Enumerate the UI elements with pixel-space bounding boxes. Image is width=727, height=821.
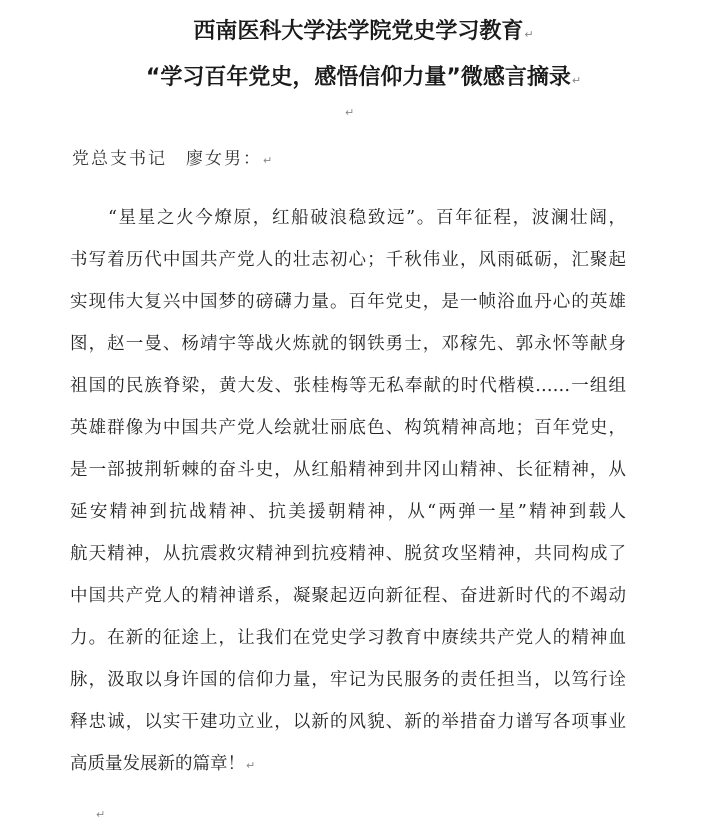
body-line-13: 释忠诚，以实干建功立业，以新的风貌、新的举措奋力谱写各项事业	[70, 712, 626, 732]
paragraph-mark-icon: ↵	[571, 74, 582, 87]
body-line-14	[70, 752, 626, 778]
title-line-1-text: 西南医科大学法学院党史学习教育	[193, 19, 524, 44]
author-line	[72, 144, 274, 169]
body-line-12: 脉，汲取以身许国的信仰力量，牢记为民服务的责任担当，以笃行诠	[70, 670, 626, 690]
bottom-paragraph-mark-icon: ↵	[96, 808, 106, 821]
body-line-9: 航天精神，从抗震救灾精神到抗疫精神、脱贫攻坚精神，共同构成了	[70, 544, 626, 564]
body-line-11: 力。在新的征途上，让我们在党史学习教育中赓续共产党人的精神血	[70, 628, 626, 648]
body-line-10: 中国共产党人的精神谱系，凝聚起迈向新征程、奋进新时代的不竭动	[70, 586, 626, 606]
title-line-2-text: “学习百年党史，感悟信仰力量”微感言摘录	[145, 65, 571, 90]
empty-paragraph-mark-icon: ↵	[345, 106, 355, 119]
body-line-1: “星星之火今燎原，红船破浪稳致远”。百年征程，波澜壮阔，	[108, 208, 626, 228]
document-title-line-1	[0, 14, 727, 45]
body-line-4: 图，赵一曼、杨靖宇等战火炼就的钢铁勇士，邓稼先、郭永怀等献身	[70, 334, 626, 354]
body-line-3: 实现伟大复兴中国梦的磅礴力量。百年党史，是一帧浴血丹心的英雄	[70, 292, 626, 312]
paragraph-mark-icon: ↵	[246, 759, 256, 772]
author-text: 党总支书记 廖女男：	[72, 149, 262, 169]
body-line-8: 延安精神到抗战精神、抗美援朝精神，从“两弹一星”精神到载人	[70, 502, 626, 522]
document-title-line-2	[0, 60, 727, 91]
body-line-14-text: 高质量发展新的篇章！	[70, 754, 245, 774]
body-line-5: 祖国的民族脊梁，黄大发、张桂梅等无私奉献的时代楷模……一组组	[70, 376, 626, 396]
paragraph-mark-icon: ↵	[524, 28, 534, 41]
body-line-6: 英雄群像为中国共产党人绘就壮丽底色、构筑精神高地；百年党史，	[70, 418, 626, 438]
paragraph-mark-icon: ↵	[263, 154, 275, 167]
body-line-2: 书写着历代中国共产党人的壮志初心；千秋伟业，风雨砥砺，汇聚起	[70, 250, 626, 270]
body-line-7: 是一部披荆斩棘的奋斗史，从红船精神到井冈山精神、长征精神，从	[70, 460, 626, 480]
